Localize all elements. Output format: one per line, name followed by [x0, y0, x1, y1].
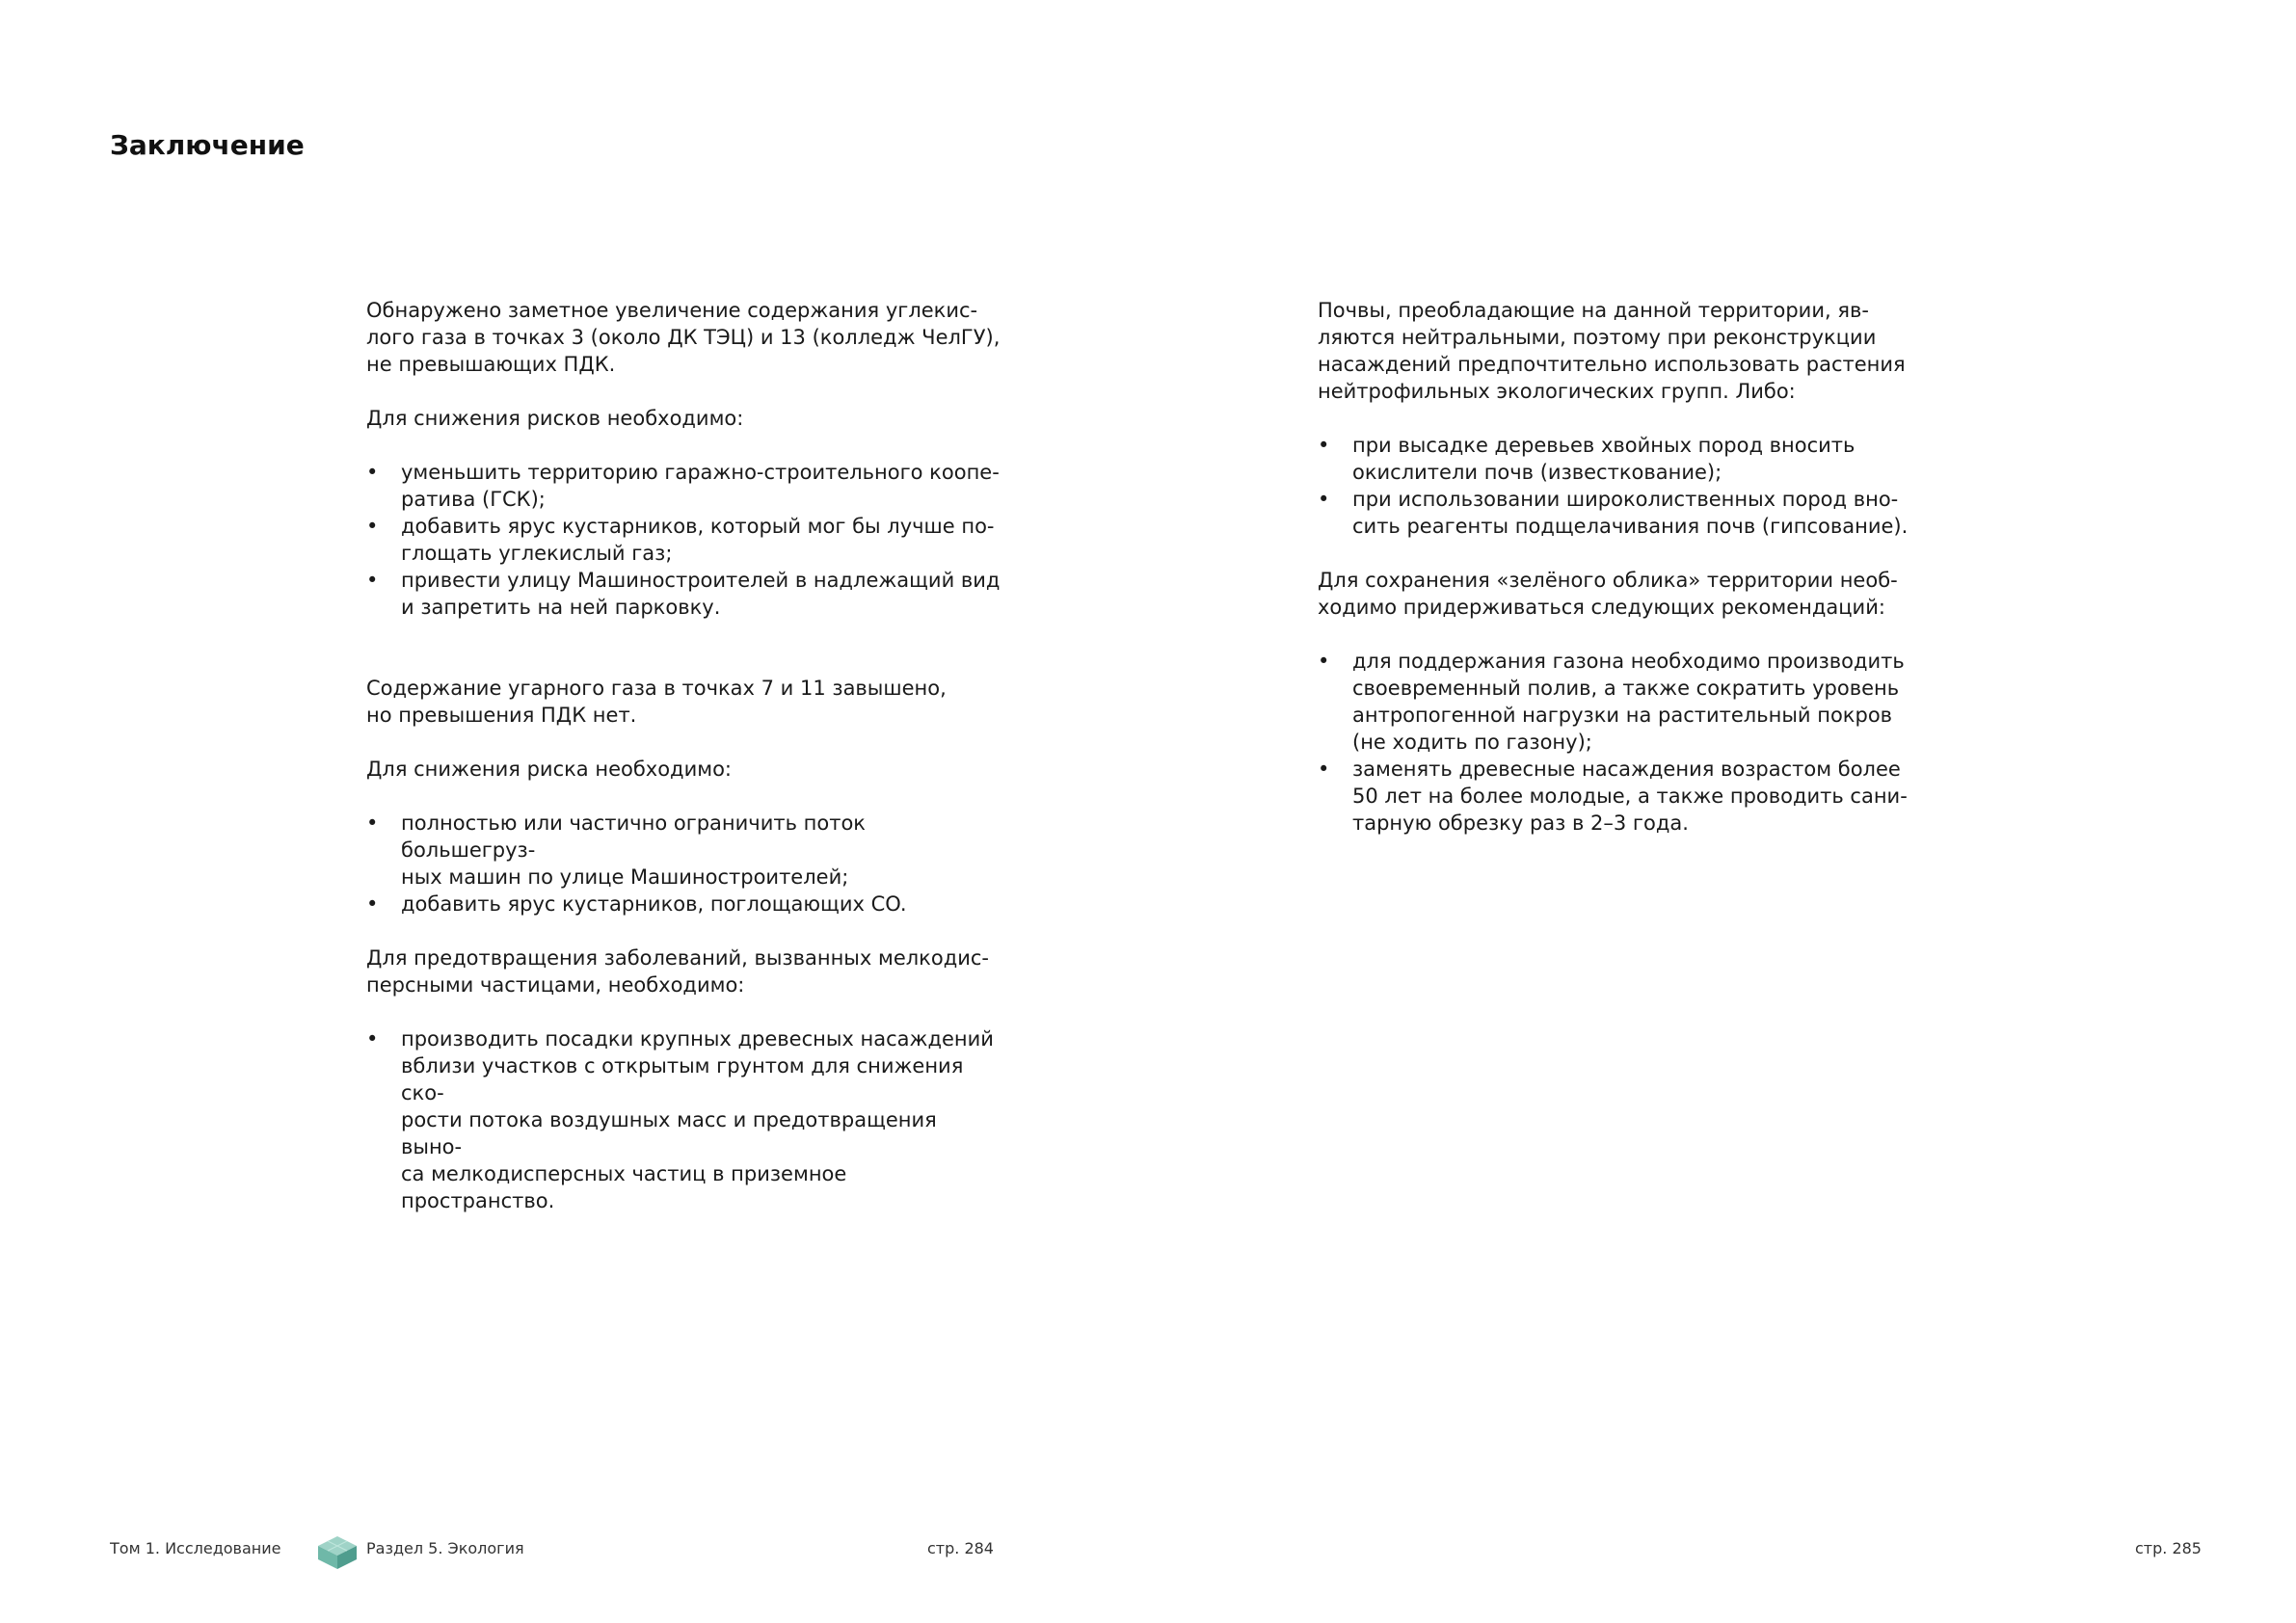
list-item: [366, 513, 1002, 567]
bullet-icon: •: [1318, 488, 1330, 511]
bullet-icon: •: [366, 515, 379, 538]
ecology-section-icon: [316, 1534, 359, 1571]
list-item-text: при использовании широколиственных пород вно- сить реагенты подщелачивания почв (гипсование).: [1352, 488, 1909, 538]
paragraph: Для снижения рисков необходимо:: [366, 407, 744, 430]
list-item: [366, 1025, 1002, 1214]
bullet-icon: •: [366, 812, 379, 835]
bullet-list: [366, 1025, 1002, 1214]
list-item-text: заменять древесные насаждения возрастом более 50 лет на более молодые, а также проводить сани- тарную обрезку раз в 2–3 года.: [1352, 758, 1908, 835]
bullet-list: [366, 810, 1002, 918]
footer-volume: Том 1. Исследование: [110, 1539, 281, 1557]
list-item-text: уменьшить территорию гаражно-строительного коопе- ратива (ГСК);: [401, 461, 1000, 511]
footer-section: Раздел 5. Экология: [366, 1539, 524, 1557]
bullet-list: [366, 459, 1002, 621]
bullet-icon: •: [366, 569, 379, 592]
bullet-icon: •: [366, 1027, 379, 1051]
list-item: [1318, 486, 1954, 540]
paragraph: Содержание угарного газа в точках 7 и 11 завышено, но превышения ПДК нет.: [366, 677, 947, 727]
list-item-text: полностью или частично ограничить поток большегруз- ных машин по улице Машиностроителей;: [401, 812, 866, 889]
list-item-text: добавить ярус кустарников, который мог бы лучше по- глощать углекислый газ;: [401, 515, 995, 565]
paragraph: Почвы, преобладающие на данной территории, яв- ляются нейтральными, поэтому при реконструкции насаждений предпочтительно использовать растения нейтрофильных экологических групп. Либо:: [1318, 299, 1906, 403]
bullet-icon: •: [366, 892, 379, 916]
page-number-left: стр. 284: [927, 1539, 994, 1557]
paragraph: Обнаружено заметное увеличение содержания углекис- лого газа в точках 3 (около ДК ТЭЦ) и 13 (колледж ЧелГУ), не превышающих ПДК.: [366, 299, 1001, 376]
list-item-text: привести улицу Машиностроителей в надлежащий вид и запретить на ней парковку.: [401, 569, 1001, 619]
page-number-right: стр. 285: [2135, 1539, 2202, 1557]
list-item-text: добавить ярус кустарников, поглощающих CO.: [401, 892, 907, 916]
bullet-icon: •: [1318, 758, 1330, 781]
list-item: [1318, 648, 1954, 756]
paragraph: Для снижения риска необходимо:: [366, 758, 732, 781]
list-item: [366, 459, 1002, 513]
list-item: [1318, 432, 1954, 486]
bullet-icon: •: [1318, 650, 1330, 673]
bullet-icon: •: [1318, 434, 1330, 457]
list-item: [366, 810, 1002, 891]
list-item-text: при высадке деревьев хвойных пород вносить окислители почв (известкование);: [1352, 434, 1855, 484]
list-item: [366, 567, 1002, 621]
list-item: [366, 891, 1002, 918]
left-column: [366, 297, 1002, 1241]
bullet-list: [1318, 432, 1954, 540]
bullet-list: [1318, 648, 1954, 837]
list-item-text: для поддержания газона необходимо производить своевременный полив, а также сократить уровень антропогенной нагрузки на растительный покров (не ходить по газону);: [1352, 650, 1905, 754]
list-item-text: производить посадки крупных древесных насаждений вблизи участков с открытым грунтом для снижения ско- рости потока воздушных масс и предотвращения выно- са мелкодисперсных частиц в приземное пространство.: [401, 1027, 994, 1212]
paragraph: Для предотвращения заболеваний, вызванных мелкодис- персными частицами, необходимо:: [366, 946, 989, 997]
right-column: [1318, 297, 1954, 864]
page-title: Заключение: [110, 128, 305, 161]
paragraph: Для сохранения «зелёного облика» территории необ- ходимо придерживаться следующих рекомендаций:: [1318, 569, 1898, 619]
list-item: [1318, 756, 1954, 837]
bullet-icon: •: [366, 461, 379, 484]
